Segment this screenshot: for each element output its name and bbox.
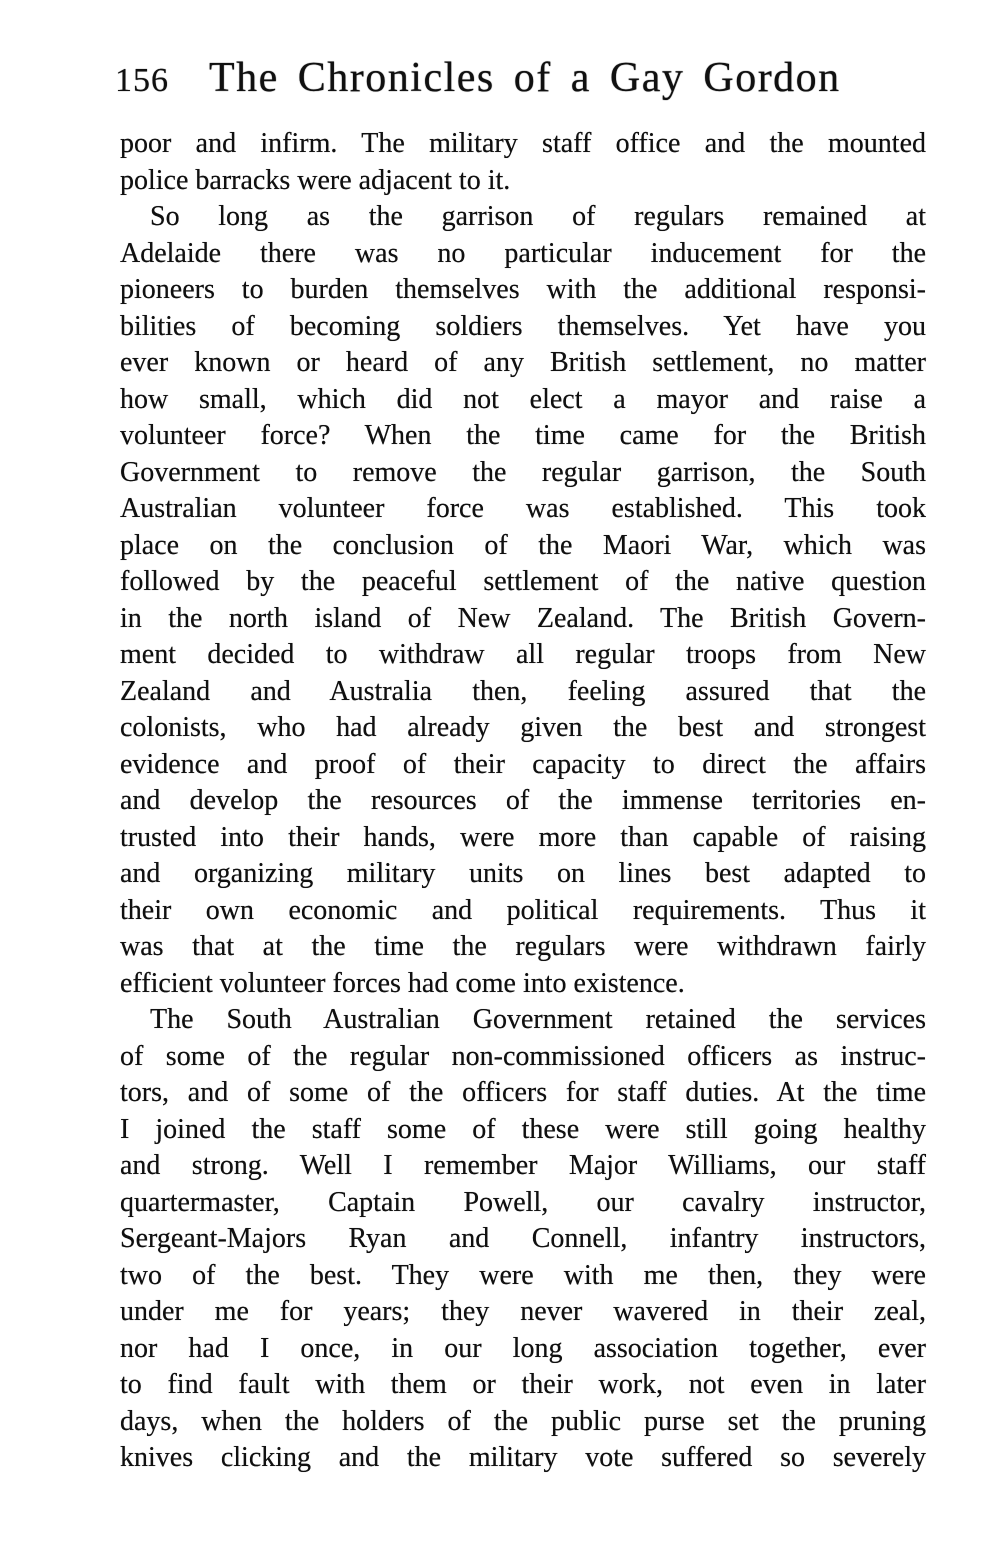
text-line: and develop the resources of the immense territories en- [120, 785, 926, 816]
text-line: I joined the staff some of these were still going healthy [120, 1113, 926, 1145]
text-line: place on the conclusion of the Maori War, which was [120, 529, 926, 561]
text-line: evidence and proof of their capacity to direct the affairs [120, 748, 926, 780]
text-line: ment decided to withdraw all regular troops from New [120, 639, 926, 670]
text-line: Government to remove the regular garrison, the South [120, 456, 926, 488]
text-line: and organizing military units on lines best adapted to [120, 858, 926, 889]
text-line: efficient volunteer forces had come into existence. [120, 967, 685, 999]
text-line: So long as the garrison of regulars remained at [150, 201, 926, 232]
text-line: tors, and of some of the officers for staff duties. At the time [120, 1077, 926, 1108]
text-line: colonists, who had already given the best and strongest [120, 712, 926, 743]
page-number: 156 [115, 62, 169, 99]
text-line: bilities of becoming soldiers themselves. Yet have you [120, 310, 926, 342]
text-line: police barracks were adjacent to it. [120, 164, 511, 196]
text-line: quartermaster, Captain Powell, our cavalry instructor, [120, 1186, 926, 1218]
text-line: pioneers to burden themselves with the additional responsi- [120, 274, 926, 305]
paragraph [120, 1002, 926, 1477]
text-line: their own economic and political requirements. Thus it [120, 894, 926, 926]
text-line: Sergeant-Majors Ryan and Connell, infantry instructors, [120, 1223, 926, 1254]
running-title: The Chronicles of a Gay Gordon [209, 55, 841, 101]
text-line: was that at the time the regulars were withdrawn fairly [120, 931, 926, 962]
text-line: Australian volunteer force was established. This took [120, 493, 926, 524]
text-line: trusted into their hands, were more than capable of raising [120, 821, 926, 853]
text-line: Adelaide there was no particular inducement for the [120, 237, 926, 269]
text-line: how small, which did not elect a mayor and raise a [120, 383, 926, 415]
page-body-text [120, 126, 926, 1477]
text-line: two of the best. They were with me then, they were [120, 1259, 926, 1291]
text-line: in the north island of New Zealand. The British Govern- [120, 602, 926, 634]
text-line: ever known or heard of any British settlement, no matter [120, 347, 926, 378]
text-line: days, when the holders of the public purse set the pruning [120, 1405, 926, 1437]
text-line: and strong. Well I remember Major Williams, our staff [120, 1150, 926, 1181]
text-line: The South Australian Government retained the services [150, 1004, 926, 1035]
text-line: volunteer force? When the time came for the British [120, 420, 926, 451]
text-line: poor and infirm. The military staff office and the mounted [120, 128, 926, 159]
text-line: followed by the peaceful settlement of the native question [120, 566, 926, 597]
text-line: knives clicking and the military vote suffered so severely [120, 1442, 926, 1473]
page-header [0, 0, 1000, 102]
paragraph [120, 199, 926, 1002]
text-line: Zealand and Australia then, feeling assured that the [120, 675, 926, 707]
paragraph [120, 126, 926, 199]
text-line: nor had I once, in our long association together, ever [120, 1332, 926, 1364]
text-line: of some of the regular non-commissioned officers as instruc- [120, 1040, 926, 1072]
text-line: to find fault with them or their work, not even in later [120, 1369, 926, 1400]
text-line: under me for years; they never wavered in their zeal, [120, 1296, 926, 1327]
